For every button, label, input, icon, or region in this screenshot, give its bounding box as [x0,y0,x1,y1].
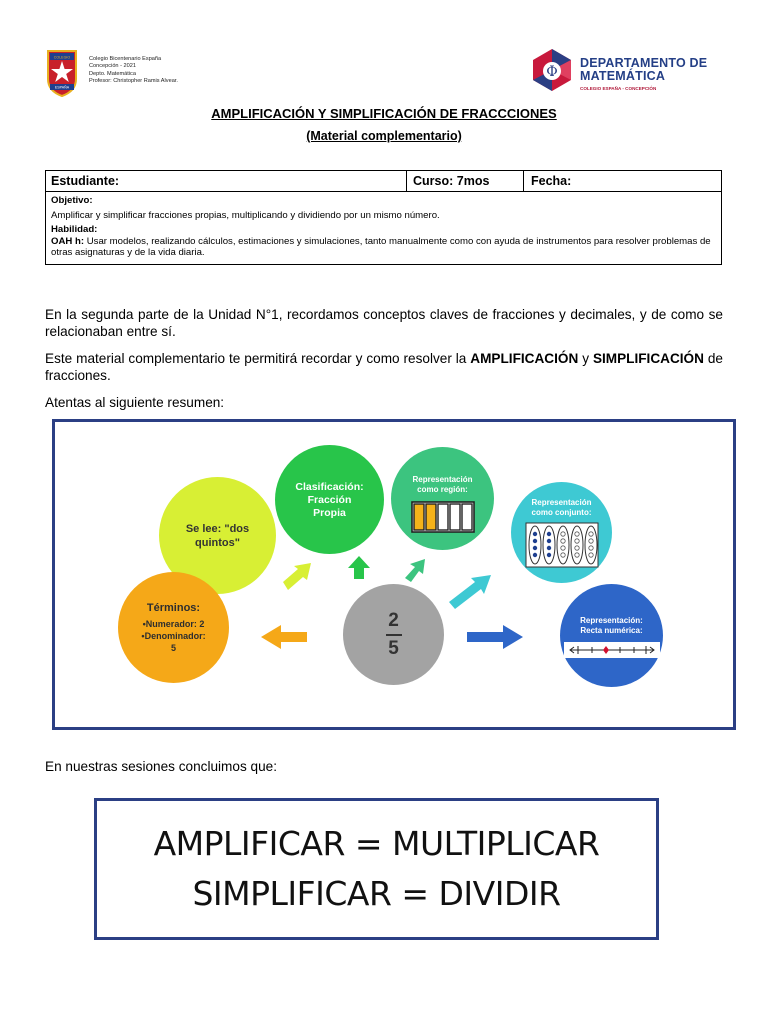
student-info-header-row [46,171,721,192]
objective-text: Amplificar y simplificar fracciones propias, multiplicando y dividiendo por un mismo número. [51,209,440,221]
material-paragraph-end: de fracciones. [45,351,723,383]
conclusion-line1: AMPLIFICAR = MULTIPLICAR [153,824,600,863]
crest-bottom-text: ESPAÑA [54,85,70,90]
objective-skill-section [46,192,721,264]
school-crest-logo [46,49,78,97]
classification-line1: Clasificación: [295,481,364,493]
student-field[interactable]: Estudiante: [46,171,407,191]
fraction-center-circle [343,584,444,685]
oah-text: Usar modelos, realizando cálculos, estimaciones y simulaciones, tanto manualmente como con ayuda de instrumentos para resolver problemas de otras asignaturas y de la vida diaria. [51,235,711,259]
fraction-bar [386,634,402,636]
phi-symbol: Φ [546,64,558,80]
classification-line2: Fracción [307,494,352,506]
arrow-to-terms [261,625,307,649]
arrow-to-classification [348,556,370,579]
denominator-item: •Denominador: [141,630,206,641]
conclusion-line2: SIMPLIFICAR = DIVIDIR [192,874,561,913]
region-label: Representación como región: [412,475,473,494]
region-part-1 [414,504,424,530]
classification-circle [275,445,384,554]
terms-circle [118,572,229,683]
department-logo [529,47,575,93]
numberline-label: Representación: Recta numérica: [580,616,643,635]
conclusion-box [94,798,659,940]
arrow-to-numberline [467,625,523,649]
region-grid [411,501,475,533]
school-department: Depto. Matemática [89,70,136,77]
region-part-4 [450,504,460,530]
fraction-summary-diagram [52,419,736,730]
numberline-circle [560,584,663,687]
course-field: Curso: 7mos [407,171,524,191]
intro-paragraph: En la segunda parte de la Unidad N°1, recordamos conceptos claves de fracciones y decimales, y de como se relacionaban entre sí. [45,307,723,339]
department-title-line1: DEPARTAMENTO DE [580,56,708,70]
arrow-to-reads-as [283,563,311,590]
numerator-item: •Numerador: 2 [142,618,205,629]
oah-label: OAH h: [51,235,85,247]
set-label: Representación como conjunto: [531,498,592,517]
classification-line3: Propia [313,507,346,519]
center-denominator: 5 [388,637,399,659]
terms-title: Términos: [146,601,201,614]
region-part-3 [438,504,448,530]
date-field[interactable]: Fecha: [531,174,572,188]
crest-top-text: COLEGIO [53,55,71,60]
document-title: AMPLIFICACIÓN Y SIMPLIFICACIÓN DE FRACCCIONES [211,106,557,121]
objective-label: Objetivo: [51,195,93,206]
school-teacher: Profesor: Christopher Ramis Alvear. [89,78,178,85]
material-paragraph-start: Este material complementario te permitirá recordar y como resolver la [45,351,471,366]
number-line [564,642,660,658]
skill-label: Habilidad: [51,224,98,236]
arrow-to-region [405,559,425,582]
student-info-table [45,170,722,265]
region-part-2 [426,504,436,530]
document-subtitle: (Material complementario) [306,129,462,143]
department-subtitle: COLEGIO ESPAÑA - CONCEPCIÓN [580,86,657,91]
summary-intro: Atentas al siguiente resumen: [45,395,225,410]
center-numerator: 2 [388,609,399,631]
simplificacion-bold: SIMPLIFICACIÓN [592,351,704,366]
department-title [580,57,707,83]
material-paragraph-mid: y [578,351,593,366]
denominator-value: 5 [170,642,176,653]
arrow-to-set [449,575,491,609]
set-diagram [525,522,599,568]
school-city-year: Concepción - 2021 [89,63,136,70]
region-part-5 [462,504,472,530]
material-paragraph [45,350,723,384]
set-circle [511,482,612,583]
region-circle [391,447,494,550]
school-name: Colegio Bicentenario España [89,56,162,62]
conclusion-intro: En nuestras sesiones concluimos que: [45,759,277,774]
oah-paragraph [51,236,716,259]
amplificacion-bold: AMPLIFICACIÓN [470,351,579,366]
department-title-line2: MATEMÁTICA [580,69,666,83]
school-info [89,56,178,86]
reads-as-text: Se lee: "dos quintos" [185,522,250,549]
